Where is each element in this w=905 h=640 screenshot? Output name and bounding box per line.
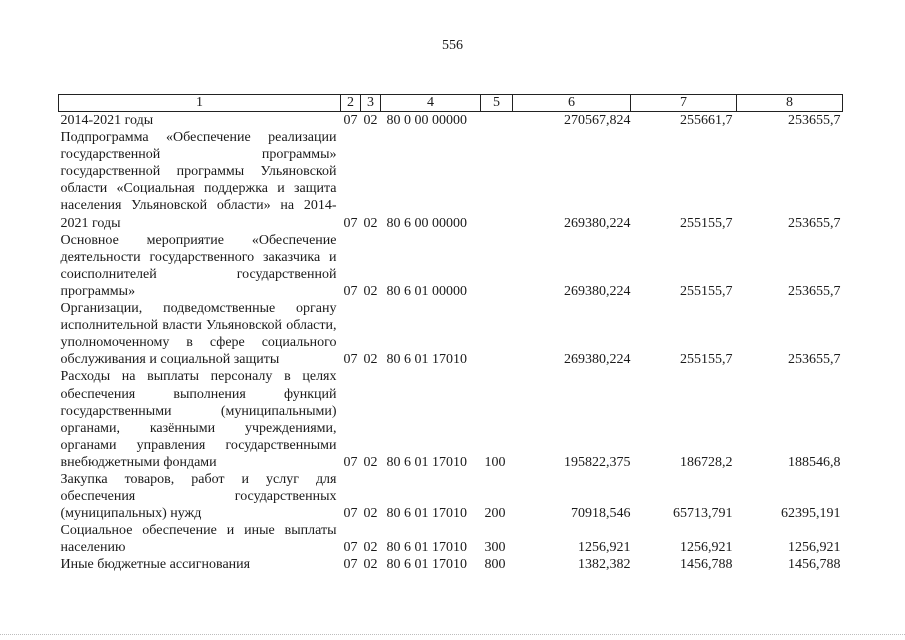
budget-table xyxy=(58,94,843,574)
row-value-col6: 269380,224 xyxy=(564,352,631,368)
table-row xyxy=(59,129,843,232)
header-col-2: 2 xyxy=(341,95,361,112)
row-subsection: 02 xyxy=(363,215,378,231)
header-row xyxy=(59,95,843,112)
row-value-col7: 255661,7 xyxy=(680,113,733,128)
scan-edge-line xyxy=(0,634,905,637)
row-name: Подпрограмма «Обеспечение реализации государственной программы» государственной программы Ульяновской области «Социальная поддержка и защита населения Ульяновской области» на 2014-2021 годы xyxy=(60,130,337,231)
row-value-col6: 1256,921 xyxy=(578,540,631,556)
row-value-col7: 255155,7 xyxy=(680,352,733,368)
row-section: 07 xyxy=(343,113,358,128)
row-value-col6: 269380,224 xyxy=(564,215,631,231)
table-body xyxy=(59,112,843,574)
row-name: Социальное обеспечение и иные выплаты населению xyxy=(60,523,337,556)
header-col-3: 3 xyxy=(361,95,381,112)
row-target-article: 80 0 00 00000 xyxy=(386,113,467,128)
row-target-article: 80 6 01 17010 xyxy=(386,557,467,573)
row-name: Расходы на выплаты персоналу в целях обеспечения выполнения функций государственными (муниципальными) органами, казёнными учреждениями, органами управления государственными внебюджетными фондами xyxy=(60,369,337,470)
row-value-col7: 186728,2 xyxy=(680,454,733,470)
row-target-article: 80 6 00 00000 xyxy=(386,215,467,231)
row-target-article: 80 6 01 17010 xyxy=(386,454,467,470)
header-col-4: 4 xyxy=(381,95,481,112)
page-number: 556 xyxy=(442,38,463,53)
row-target-article: 80 6 01 00000 xyxy=(386,283,467,299)
row-expense-type: 200 xyxy=(484,506,506,522)
row-target-article: 80 6 01 17010 xyxy=(386,540,467,556)
row-expense-type xyxy=(481,129,513,232)
row-section: 07 xyxy=(343,352,358,368)
row-value-col8: 253655,7 xyxy=(788,352,841,368)
row-section: 07 xyxy=(343,557,358,573)
header-col-6: 6 xyxy=(513,95,631,112)
row-value-col8: 253655,7 xyxy=(788,113,841,128)
header-col-7: 7 xyxy=(631,95,737,112)
row-value-col6: 1382,382 xyxy=(578,557,631,573)
table-row xyxy=(59,112,843,130)
row-name: 2014-2021 годы xyxy=(60,113,154,128)
row-value-col7: 65713,791 xyxy=(673,506,733,522)
row-subsection: 02 xyxy=(363,540,378,556)
header-col-1: 1 xyxy=(59,95,341,112)
row-expense-type: 300 xyxy=(484,540,506,556)
row-expense-type xyxy=(481,232,513,300)
row-expense-type: 100 xyxy=(484,454,506,470)
row-section: 07 xyxy=(343,540,358,556)
row-expense-type xyxy=(481,112,513,130)
table-header xyxy=(59,95,843,112)
row-value-col8: 253655,7 xyxy=(788,215,841,231)
row-target-article: 80 6 01 17010 xyxy=(386,506,467,522)
row-value-col7: 1456,788 xyxy=(680,557,733,573)
row-value-col6: 70918,546 xyxy=(571,506,631,522)
row-value-col7: 255155,7 xyxy=(680,283,733,299)
row-value-col8: 62395,191 xyxy=(781,506,841,522)
row-subsection: 02 xyxy=(363,557,378,573)
table-row xyxy=(59,556,843,573)
row-name: Закупка товаров, работ и услуг для обеспечения государственных (муниципальных) нужд xyxy=(60,471,337,522)
table-row xyxy=(59,368,843,471)
header-col-5: 5 xyxy=(481,95,513,112)
table-row xyxy=(59,300,843,368)
row-section: 07 xyxy=(343,506,358,522)
row-value-col7: 255155,7 xyxy=(680,215,733,231)
row-subsection: 02 xyxy=(363,454,378,470)
row-value-col6: 270567,824 xyxy=(564,113,631,128)
row-subsection: 02 xyxy=(363,506,378,522)
row-value-col6: 269380,224 xyxy=(564,283,631,299)
table-row xyxy=(59,522,843,556)
row-subsection: 02 xyxy=(363,113,378,128)
row-value-col6: 195822,375 xyxy=(564,454,631,470)
row-value-col8: 253655,7 xyxy=(788,283,841,299)
row-name: Основное мероприятие «Обеспечение деятельности государственного заказчика и соисполнителей государственной программы» xyxy=(60,232,337,299)
table-row xyxy=(59,232,843,300)
row-name: Иные бюджетные ассигнования xyxy=(60,557,251,573)
row-name: Организации, подведомственные органу исполнительной власти Ульяновской области, уполномоченному в сфере социального обслуживания и социальной защиты xyxy=(60,301,337,368)
row-section: 07 xyxy=(343,215,358,231)
row-target-article: 80 6 01 17010 xyxy=(386,352,467,368)
table-row xyxy=(59,471,843,522)
row-section: 07 xyxy=(343,454,358,470)
row-subsection: 02 xyxy=(363,283,378,299)
row-value-col8: 1456,788 xyxy=(788,557,841,573)
row-value-col7: 1256,921 xyxy=(680,540,733,556)
row-expense-type xyxy=(481,300,513,368)
row-value-col8: 1256,921 xyxy=(788,540,841,556)
row-subsection: 02 xyxy=(363,352,378,368)
row-section: 07 xyxy=(343,283,358,299)
header-col-8: 8 xyxy=(737,95,843,112)
row-expense-type: 800 xyxy=(484,557,506,573)
row-value-col8: 188546,8 xyxy=(788,454,841,470)
